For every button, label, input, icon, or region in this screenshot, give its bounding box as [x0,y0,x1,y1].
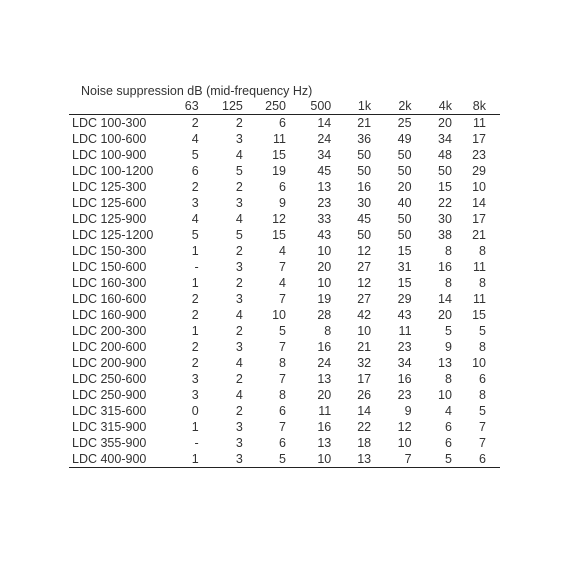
table-cell-value-8khz: 5 [479,324,486,338]
table-cell-value-63hz: 3 [191,196,199,210]
table-row [69,323,500,339]
table-cell-value-500hz: 19 [317,292,332,306]
table-cell-value-500hz: 45 [317,164,332,178]
table-cell-value-1khz: 27 [357,260,372,274]
table-cell-value-63hz: 1 [170,451,211,468]
table-cell-value-8khz: 23 [472,148,486,162]
product-name-cell: LDC 125-600 [72,196,147,210]
product-name-cell: LDC 200-900 [72,356,147,370]
table-row [69,259,500,275]
table-header [69,98,500,115]
table-cell-value-500hz: 20 [317,388,332,402]
table-row [69,131,500,147]
product-name-cell: LDC 160-300 [72,276,147,290]
table-cell-value-250hz: 12 [272,212,286,226]
table-row [69,227,500,243]
table-cell-value-4khz: 34 [438,132,452,146]
table-cell-value-2khz: 40 [397,196,412,210]
product-name-cell: LDC 200-300 [72,324,147,338]
table-cell-value-250hz: 6 [279,404,286,418]
table-cell-value-125hz: 3 [235,436,243,450]
table-cell-value-4khz: 5 [424,451,464,468]
table-cell-value-250hz: 5 [255,451,298,468]
table-cell-value-250hz: 15 [272,228,286,242]
table-cell-value-2khz: 15 [397,276,412,290]
table-row [69,451,500,468]
table-row [69,163,500,179]
table-cell-value-250hz: 7 [279,292,286,306]
header-cell-250hz: 250 [255,98,298,115]
table-cell-value-8khz: 8 [479,340,486,354]
table-cell-value-1khz: 12 [357,244,372,258]
table-cell-value-63hz: 1 [191,324,199,338]
table-cell-value-250hz: 8 [279,388,286,402]
table-row [69,243,500,259]
table-cell-value-63hz: 3 [191,388,199,402]
table-cell-value-4khz: 8 [445,244,452,258]
product-name-cell: LDC 100-300 [72,116,147,130]
table-cell-value-500hz: 24 [317,356,332,370]
product-name-cell: LDC 355-900 [72,436,147,450]
table-row [69,307,500,323]
table-cell-value-2khz: 7 [383,451,423,468]
table-cell-value-125hz: 5 [235,164,243,178]
table-cell-value-125hz: 2 [235,372,243,386]
table-cell-value-1khz: 27 [357,292,372,306]
header-cell-product [69,98,170,115]
table-cell-value-8khz: 8 [479,244,486,258]
product-name-cell: LDC 315-900 [72,420,147,434]
table-cell-value-2khz: 50 [397,164,412,178]
table-cell-value-4khz: 9 [445,340,452,354]
table-cell-value-125hz: 3 [235,292,243,306]
table-cell-value-250hz: 7 [279,420,286,434]
table-cell-value-8khz: 8 [479,276,486,290]
table-cell-value-63hz: 1 [191,420,199,434]
table-cell-value-1khz: 32 [357,356,372,370]
table-row [69,291,500,307]
table-cell-value-500hz: 16 [317,420,332,434]
table-cell-value-125hz: 4 [235,388,243,402]
table-cell-value-500hz: 16 [317,340,332,354]
product-name-cell: LDC 150-300 [72,244,147,258]
table-cell-value-500hz: 13 [317,372,332,386]
table-cell-value-250hz: 7 [279,260,286,274]
table-row [69,179,500,195]
table-cell-value-250hz: 9 [279,196,286,210]
header-cell-125hz: 125 [211,98,255,115]
table-row [69,419,500,435]
table-cell-value-500hz: 11 [318,404,332,418]
table-cell-value-63hz: 1 [191,276,199,290]
table-cell-value-250hz: 4 [279,244,286,258]
table-cell-value-8khz: 5 [479,404,486,418]
table-cell-value-63hz: 0 [191,404,199,418]
table-cell-value-125hz: 3 [235,260,243,274]
product-name-cell: LDC 200-600 [72,340,147,354]
header-cell-63hz: 63 [170,98,211,115]
table-cell-value-1khz: 36 [357,132,372,146]
table-cell-value-125hz: 3 [235,196,243,210]
table-cell-value-63hz: 2 [191,116,199,130]
table-cell-value-4khz: 38 [438,228,452,242]
table-cell-value-4khz: 13 [438,356,452,370]
table-cell-value-4khz: 22 [438,196,452,210]
table-cell-value-125hz: 3 [235,420,243,434]
table-cell-value-4khz: 14 [438,292,452,306]
table-cell-value-500hz: 23 [317,196,332,210]
table-cell-value-1khz: 50 [357,228,372,242]
table-cell-value-2khz: 29 [397,292,412,306]
table-cell-value-250hz: 4 [279,276,286,290]
table-row [69,211,500,227]
table-cell-value-8khz: 21 [472,228,486,242]
table-cell-value-1khz: 45 [357,212,372,226]
table-cell-value-4khz: 20 [438,116,452,130]
table-cell-value-8khz: 15 [472,308,486,322]
table-cell-value-125hz: 4 [235,212,243,226]
table-cell-value-125hz: 4 [235,308,243,322]
table-cell-value-2khz: 15 [397,244,412,258]
table-cell-value-4khz: 30 [438,212,452,226]
table-cell-value-250hz: 10 [272,308,286,322]
table-cell-value-63hz: 2 [191,356,199,370]
table-cell-value-250hz: 19 [272,164,286,178]
table-cell-value-4khz: 16 [438,260,452,274]
table-cell-value-8khz: 17 [472,212,486,226]
table-cell-value-4khz: 8 [445,372,452,386]
table-cell-value-2khz: 49 [397,132,412,146]
table-cell-value-1khz: 21 [357,340,372,354]
table-cell-value-500hz: 13 [317,436,332,450]
table-row [69,435,500,451]
table-cell-value-4khz: 48 [438,148,452,162]
table-row [69,195,500,211]
header-cell-4khz: 4k [424,98,464,115]
table-cell-value-2khz: 10 [397,436,412,450]
table-cell-value-2khz: 16 [397,372,412,386]
table-cell-value-250hz: 7 [279,372,286,386]
table-cell-value-125hz: 3 [235,340,243,354]
table-row [69,275,500,291]
table-cell-value-500hz: 14 [317,116,332,130]
table-cell-value-125hz: 4 [235,148,243,162]
table-cell-value-2khz: 23 [397,388,412,402]
table-cell-value-500hz: 33 [317,212,332,226]
table-cell-value-8khz: 10 [472,356,486,370]
product-name-cell: LDC 160-600 [72,292,147,306]
table-cell-value-4khz: 5 [445,324,452,338]
table-cell-value-2khz: 11 [398,324,412,338]
table-cell-value-63hz: - [194,260,199,274]
table-cell-value-1khz: 26 [357,388,372,402]
table-cell-value-8khz: 29 [472,164,486,178]
table-cell-value-250hz: 6 [279,436,286,450]
table-row [69,147,500,163]
table-cell-value-250hz: 5 [279,324,286,338]
table-cell-value-250hz: 6 [279,116,286,130]
table-cell-value-1khz: 12 [357,276,372,290]
table-cell-value-125hz: 3 [235,132,243,146]
table-cell-value-4khz: 15 [438,180,452,194]
table-cell-value-1khz: 50 [357,164,372,178]
header-cell-1khz: 1k [343,98,383,115]
product-name-cell: LDC 100-900 [72,148,147,162]
table-cell-value-2khz: 50 [397,148,412,162]
table-cell-value-500hz: 43 [317,228,332,242]
table-cell-value-63hz: 3 [191,372,199,386]
table-cell-value-125hz: 2 [235,180,243,194]
table-cell-value-63hz: 6 [191,164,199,178]
table-cell-value-1khz: 22 [357,420,372,434]
noise-suppression-table [69,98,500,468]
table-cell-value-4khz: 8 [445,276,452,290]
table-cell-value-500hz: 10 [298,451,343,468]
table-cell-value-250hz: 15 [272,148,286,162]
table-cell-value-2khz: 50 [397,228,412,242]
table-cell-value-63hz: 4 [191,212,199,226]
table-cell-value-2khz: 23 [397,340,412,354]
table-cell-value-125hz: 4 [235,356,243,370]
table-row [69,115,500,132]
table-cell-value-1khz: 13 [343,451,383,468]
table-cell-value-63hz: 1 [191,244,199,258]
product-name-cell: LDC 160-900 [72,308,147,322]
table-cell-value-500hz: 8 [324,324,332,338]
table-cell-value-1khz: 42 [357,308,372,322]
table-cell-value-1khz: 50 [357,148,372,162]
table-cell-value-8khz: 10 [472,180,486,194]
table-cell-value-2khz: 43 [397,308,412,322]
table-row [69,387,500,403]
table-cell-value-63hz: 2 [191,340,199,354]
table-cell-value-8khz: 11 [473,116,486,130]
table-cell-value-1khz: 21 [357,116,372,130]
product-name-cell: LDC 315-600 [72,404,147,418]
table-body [69,115,500,468]
table-cell-value-63hz: 2 [191,292,199,306]
table-cell-value-2khz: 34 [397,356,412,370]
table-cell-value-8khz: 14 [472,196,486,210]
table-cell-value-500hz: 20 [317,260,332,274]
table-cell-value-4khz: 20 [438,308,452,322]
table-cell-value-63hz: 2 [191,180,199,194]
table-cell-value-63hz: 4 [191,132,199,146]
table-cell-value-2khz: 31 [397,260,412,274]
table-cell-value-2khz: 20 [397,180,412,194]
table-cell-value-1khz: 30 [357,196,372,210]
table-cell-value-4khz: 4 [445,404,452,418]
table-cell-value-8khz: 11 [473,292,486,306]
table-cell-value-125hz: 2 [235,244,243,258]
table-cell-value-1khz: 10 [357,324,372,338]
table-cell-value-4khz: 6 [445,420,452,434]
product-name-cell: LDC 400-900 [69,451,170,468]
table-cell-value-8khz: 7 [479,436,486,450]
table-row [69,355,500,371]
table-cell-value-500hz: 28 [317,308,332,322]
table-cell-value-2khz: 50 [397,212,412,226]
table-cell-value-63hz: 5 [191,148,199,162]
table-cell-value-250hz: 11 [273,132,286,146]
table-row [69,371,500,387]
table-cell-value-500hz: 13 [317,180,332,194]
table-cell-value-8khz: 8 [479,388,486,402]
product-name-cell: LDC 250-600 [72,372,147,386]
table-cell-value-125hz: 2 [235,404,243,418]
table-cell-value-2khz: 25 [397,116,412,130]
table-cell-value-500hz: 24 [317,132,332,146]
table-cell-value-250hz: 6 [279,180,286,194]
table-cell-value-1khz: 16 [357,180,372,194]
table-cell-value-8khz: 11 [473,260,486,274]
product-name-cell: LDC 125-1200 [72,228,154,242]
table-cell-value-500hz: 10 [317,244,332,258]
table-cell-value-63hz: - [194,436,199,450]
product-name-cell: LDC 100-600 [72,132,147,146]
header-cell-2khz: 2k [383,98,423,115]
table-cell-value-63hz: 2 [191,308,199,322]
table-cell-value-500hz: 34 [317,148,332,162]
header-row [69,98,500,115]
product-name-cell: LDC 125-900 [72,212,147,226]
table-cell-value-2khz: 9 [404,404,412,418]
table-cell-value-500hz: 10 [317,276,332,290]
product-name-cell: LDC 150-600 [72,260,147,274]
table-cell-value-125hz: 2 [235,324,243,338]
table-cell-value-125hz: 3 [211,451,255,468]
table-row [69,339,500,355]
table-cell-value-4khz: 10 [438,388,452,402]
table-cell-value-8khz: 7 [479,420,486,434]
table-cell-value-8khz: 17 [472,132,486,146]
table-cell-value-125hz: 5 [235,228,243,242]
table-title: Noise suppression dB (mid-frequency Hz) [81,84,313,98]
table-cell-value-8khz: 6 [464,451,500,468]
table-cell-value-125hz: 2 [235,276,243,290]
table-cell-value-1khz: 14 [357,404,372,418]
product-name-cell: LDC 125-300 [72,180,147,194]
table-cell-value-1khz: 17 [357,372,372,386]
table-cell-value-1khz: 18 [357,436,372,450]
table-cell-value-4khz: 50 [438,164,452,178]
product-name-cell: LDC 100-1200 [72,164,154,178]
table-cell-value-250hz: 8 [279,356,286,370]
table-cell-value-63hz: 5 [191,228,199,242]
table-cell-value-125hz: 2 [235,116,243,130]
table-row [69,403,500,419]
table-cell-value-4khz: 6 [445,436,452,450]
table-cell-value-8khz: 6 [479,372,486,386]
table-cell-value-2khz: 12 [397,420,412,434]
product-name-cell: LDC 250-900 [72,388,147,402]
table-cell-value-250hz: 7 [279,340,286,354]
header-cell-500hz: 500 [298,98,343,115]
header-cell-8khz: 8k [464,98,500,115]
